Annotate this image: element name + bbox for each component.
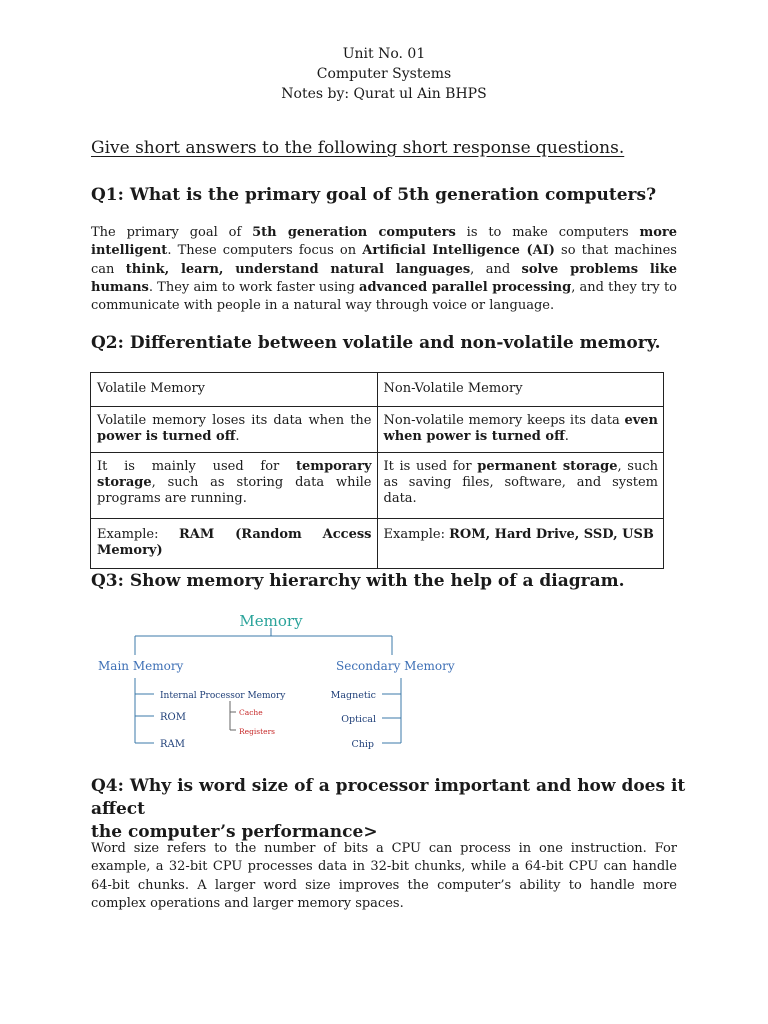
q2-heading: Q2: Differentiate between volatile and non-volatile memory.: [91, 333, 661, 353]
diagram-main-memory-label: Main Memory: [98, 659, 184, 673]
bold-text: think, learn, understand natural languages: [125, 261, 471, 277]
table-cell: Example: RAM (Random Access Memory): [91, 519, 378, 569]
bold-text: permanent storage: [477, 459, 618, 474]
q1-heading: Q1: What is the primary goal of 5th generation computers?: [91, 185, 657, 205]
memory-comparison-table: [90, 372, 664, 569]
q3-heading: Q3: Show memory hierarchy with the help of a diagram.: [91, 571, 625, 591]
diagram-cache-label: Cache: [239, 708, 263, 717]
diagram-ram-label: RAM: [160, 739, 185, 750]
table-header-row: [91, 373, 664, 407]
table-row: [91, 453, 664, 519]
diagram-optical-label: Optical: [341, 714, 376, 725]
diagram-magnetic-label: Magnetic: [330, 690, 376, 701]
table-cell: It is used for permanent storage, such as saving files, software, and system data.: [377, 453, 664, 519]
table-cell: Example: ROM, Hard Drive, SSD, USB: [377, 519, 664, 569]
diagram-rom-label: ROM: [160, 712, 186, 723]
table-cell: It is mainly used for temporary storage, such as storing data while programs are running.: [91, 453, 378, 519]
table-row: [91, 407, 664, 453]
diagram-root-label: Memory: [239, 612, 303, 630]
bold-text: Artificial Intelligence (AI): [362, 243, 555, 259]
column-header-volatile: Volatile Memory: [91, 373, 378, 407]
table-cell: Non-volatile memory keeps its data even when power is turned off.: [377, 407, 664, 453]
instruction-heading: Give short answers to the following short response questions.: [91, 138, 625, 158]
diagram-registers-label: Registers: [239, 727, 276, 736]
q1-answer: The primary goal of 5th generation computers is to make computers more intelligent. These computers focus on Artificial Intelligence (AI) so that machines can think, learn, understand natural languages, and solve problems like humans. They aim to work faster using advanced parallel processing, and they try to communicate with people in a natural way through voice or language.: [91, 225, 678, 314]
diagram-secondary-memory-label: Secondary Memory: [336, 659, 455, 673]
bold-text: 5th generation computers: [252, 225, 456, 240]
bold-text: even when power is turned off: [383, 413, 658, 444]
bold-text: temporary storage: [97, 459, 372, 490]
author-line: Notes by: Qurat ul Ain BHPS: [281, 86, 487, 102]
bold-text: solve problems like humans: [91, 261, 677, 295]
unit-number: Unit No. 01: [342, 46, 426, 62]
q4-heading-line-2: the computer’s performance>: [91, 822, 378, 842]
document-header: [0, 44, 768, 104]
table-row: [91, 519, 664, 569]
memory-hierarchy-diagram: [88, 606, 468, 756]
bold-text: power is turned off: [97, 429, 236, 444]
bold-text: RAM (Random Access Memory): [97, 527, 372, 558]
bold-text: ROM, Hard Drive, SSD, USB: [449, 527, 654, 542]
q4-heading: [91, 775, 691, 844]
column-header-non-volatile: Non-Volatile Memory: [377, 373, 664, 407]
bold-text: advanced parallel processing: [359, 279, 572, 295]
table-cell: Volatile memory loses its data when the power is turned off.: [91, 407, 378, 453]
bold-text: more intelligent: [91, 225, 678, 259]
q4-answer: Word size refers to the number of bits a CPU can process in one instruction. For example, a 32-bit CPU processes data in 32-bit chunks, while a 64-bit CPU can handle 64-bit chunks. A larger word size improves the computer’s ability to handle more complex operations and larger memory spaces.: [91, 841, 677, 911]
diagram-internal-processor-label: Internal Processor Memory: [160, 691, 286, 701]
subject-title: Computer Systems: [316, 66, 452, 82]
diagram-chip-label: Chip: [351, 739, 374, 750]
q4-heading-line-1: Q4: Why is word size of a processor important and how does it affect: [91, 776, 686, 819]
